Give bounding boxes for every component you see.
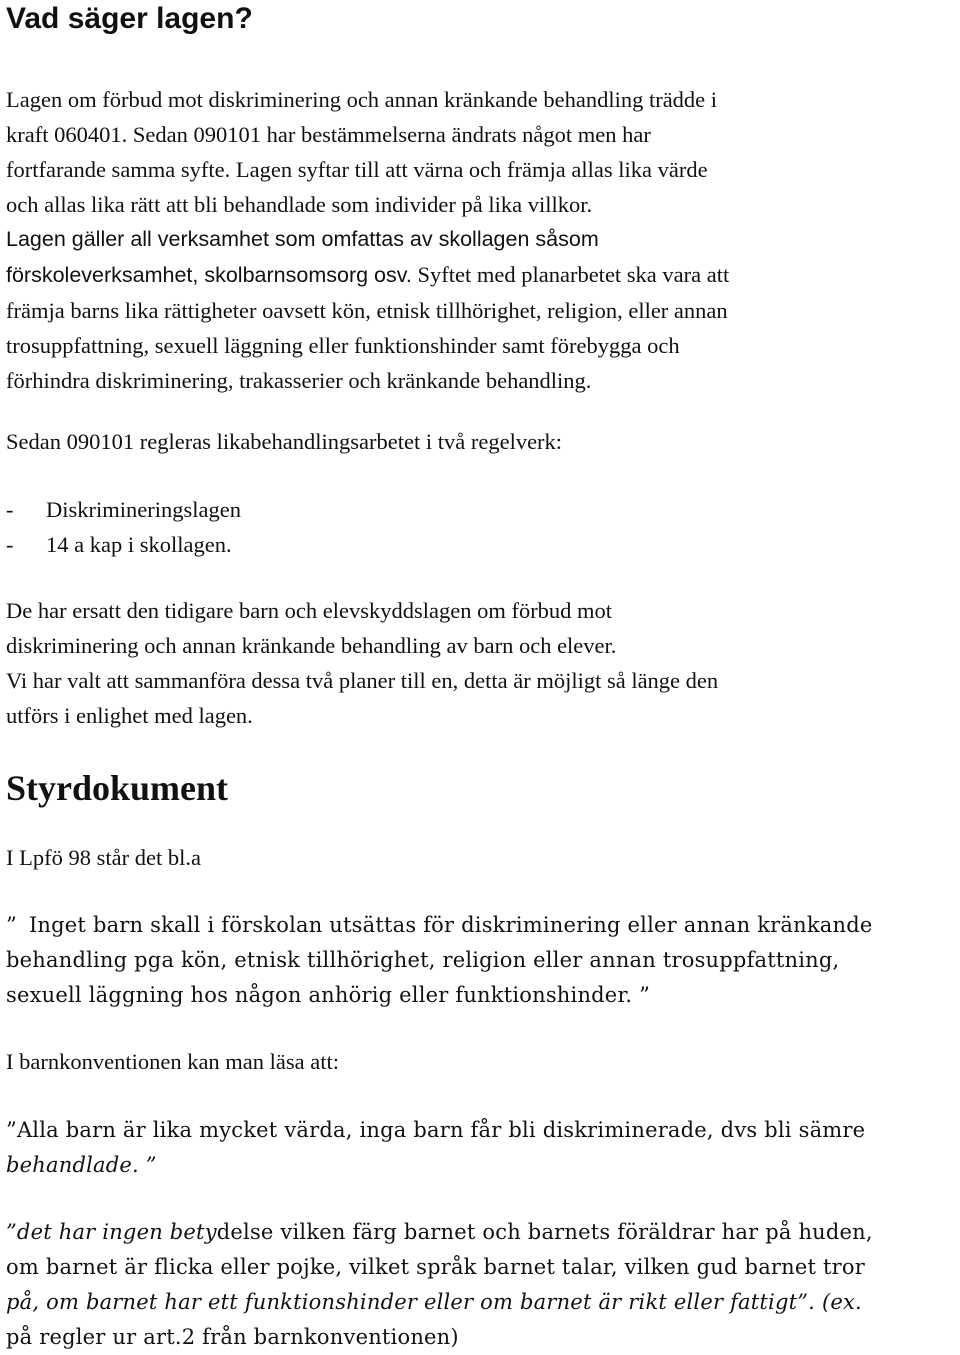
quote-line bbox=[6, 1285, 956, 1320]
quote-text-italic: på, om barnet har ett funktionshinder eller om barnet är rikt eller fattigt”. (ex. bbox=[6, 1290, 862, 1314]
law-line: trosuppfattning, sexuell läggning eller funktionshinder samt förebygga och bbox=[6, 333, 680, 358]
quote-line bbox=[6, 1148, 956, 1183]
law-line: främja barns lika rättigheter oavsett kön, etnisk tillhörighet, religion, eller annan bbox=[6, 298, 728, 323]
text-line: diskriminering och annan kränkande behandling av barn och elever. bbox=[6, 633, 617, 658]
quote-text-italic: behandlade. bbox=[6, 1153, 139, 1177]
lpfo-quote bbox=[6, 908, 956, 1013]
quote-line: om barnet är flicka eller pojke, vilket språk barnet talar, vilken gud barnet tror bbox=[6, 1255, 865, 1279]
list-item-text: 14 a kap i skollagen. bbox=[46, 532, 232, 557]
law-line: Lagen gäller all verksamhet som omfattas av skollagen såsom bbox=[6, 227, 599, 251]
list-item-text: Diskrimineringslagen bbox=[46, 497, 241, 522]
quote-text: Alla barn är lika mycket värda, inga barn får bli diskriminerade, dvs bli sämre bbox=[16, 1118, 866, 1142]
quote-line bbox=[6, 978, 956, 1013]
quote-line bbox=[6, 1113, 956, 1148]
law-line-serif: Syftet med planarbetet ska vara att bbox=[411, 262, 730, 287]
quote-text: sexuell läggning hos någon anhörig eller funktionshinder. bbox=[6, 983, 633, 1007]
barnkonvention-quote bbox=[6, 1113, 956, 1183]
quote-line bbox=[6, 1215, 956, 1250]
close-quote-mark: ” bbox=[138, 1153, 157, 1177]
page-title: Vad säger lagen? bbox=[6, 2, 253, 35]
text-line: Vi har valt att sammanföra dessa två planer till en, detta är möjligt så länge den bbox=[6, 668, 719, 693]
list-marker: - bbox=[6, 532, 14, 557]
list-item bbox=[6, 492, 241, 527]
quote-text: Inget barn skall i förskolan utsättas för diskriminering eller annan kränkande bbox=[28, 913, 873, 937]
barnkonvention-intro: I barnkonventionen kan man läsa att: bbox=[6, 1049, 340, 1074]
open-quote-mark: ” bbox=[6, 1118, 17, 1142]
law-line bbox=[6, 257, 956, 293]
article2-quote bbox=[6, 1215, 956, 1355]
quote-line: behandling pga kön, etnisk tillhörighet, religion eller annan trosuppfattning, bbox=[6, 948, 840, 972]
replacement-paragraph bbox=[6, 593, 956, 733]
section-heading: Styrdokument bbox=[6, 768, 229, 808]
list-marker: - bbox=[6, 497, 14, 522]
law-line: fortfarande samma syfte. Lagen syftar till att värna och främja allas lika värde bbox=[6, 157, 708, 182]
quote-text-italic: ”det har ingen bety bbox=[6, 1220, 217, 1244]
quote-line: på regler ur art.2 från barnkonventionen) bbox=[6, 1325, 459, 1349]
law-line: och allas lika rätt att bli behandlade som individer på lika villkor. bbox=[6, 192, 593, 217]
close-quote-mark: ” bbox=[632, 983, 651, 1007]
law-line-sans: förskoleverksamhet, skolbarnsomsorg osv. bbox=[6, 263, 412, 287]
law-line: Lagen om förbud mot diskriminering och annan kränkande behandling trädde i bbox=[6, 87, 718, 112]
text-line: De har ersatt den tidigare barn och elevskyddslagen om förbud mot bbox=[6, 598, 613, 623]
lpfo-intro: I Lpfö 98 står det bl.a bbox=[6, 845, 201, 870]
quote-text: delse vilken färg barnet och barnets föräldrar har på huden, bbox=[216, 1220, 873, 1244]
regelverk-list bbox=[6, 492, 241, 562]
quote-line bbox=[6, 908, 956, 943]
law-line: förhindra diskriminering, trakasserier och kränkande behandling. bbox=[6, 368, 592, 393]
law-line: kraft 060401. Sedan 090101 har bestämmelserna ändrats något men har bbox=[6, 122, 651, 147]
open-quote-mark: ” bbox=[6, 913, 17, 937]
list-item bbox=[6, 527, 241, 562]
regelverk-intro: Sedan 090101 regleras likabehandlingsarbetet i två regelverk: bbox=[6, 429, 563, 454]
law-paragraph bbox=[6, 82, 956, 398]
text-line: utförs i enlighet med lagen. bbox=[6, 703, 253, 728]
